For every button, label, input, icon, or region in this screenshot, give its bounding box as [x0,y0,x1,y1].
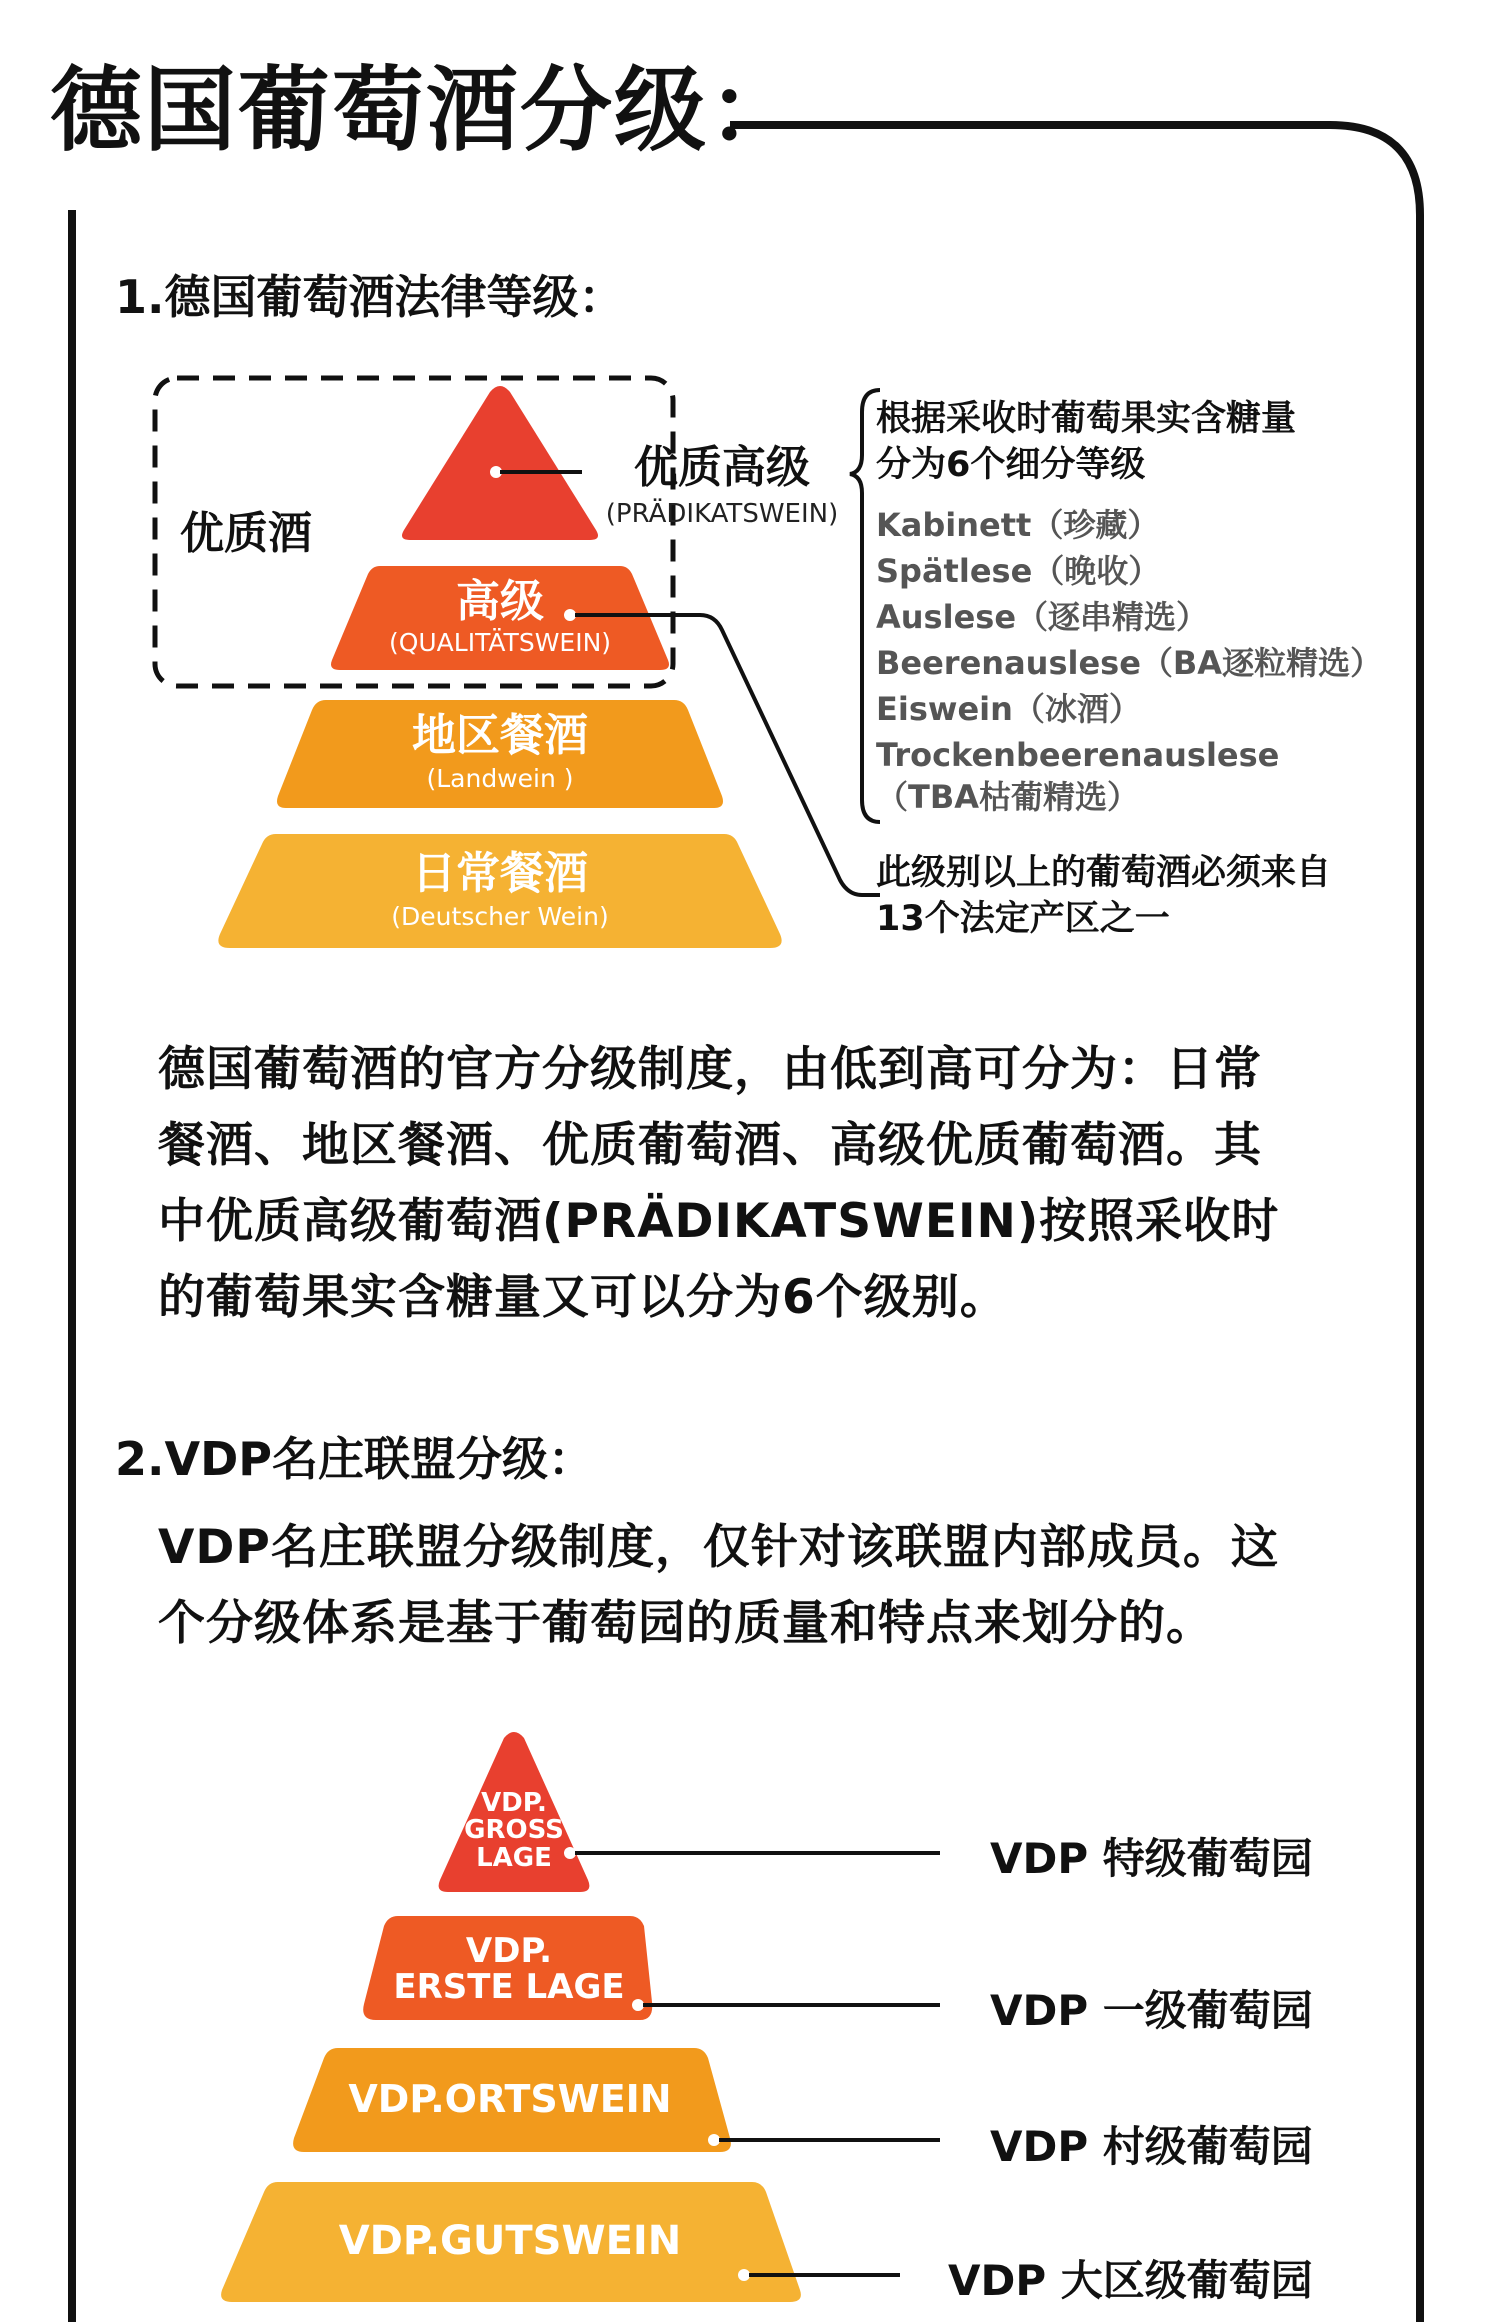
note-line: 13个法定产区之一 [876,899,1170,939]
vdp-erste-lage-text [364,1931,654,2007]
level-name: 日常餐酒 [412,848,588,899]
region-note [876,850,1331,942]
level-sub: (Landwein ) [426,764,574,794]
level-name: 地区餐酒 [412,710,588,761]
pyramid-level-3-text [300,712,700,794]
level-name: 高级 [456,576,544,627]
section1-paragraph [158,1032,1398,1336]
section1-heading: 1.德国葡萄酒法律等级： [115,270,625,324]
paragraph-line: VDP名庄联盟分级制度，仅针对该联盟内部成员。这 [158,1520,1279,1575]
pyramid-level-top [402,386,598,540]
paragraph-line: 中优质高级葡萄酒(PRÄDIKATSWEIN)按照采收时 [158,1194,1280,1249]
vdp-line: ERSTE LAGE [393,1966,625,2007]
paragraph-line: 的葡萄果实含糖量又可以分为6个级别。 [158,1270,1008,1325]
vdp-line: VDP. [481,1788,547,1818]
list-item: Auslese（逐串精选） [876,598,1209,636]
vdp-grosse-lage-text [424,1790,604,1872]
pyramid-level-2-text [340,578,660,658]
paragraph-line: 德国葡萄酒的官方分级制度，由低到高可分为：日常 [158,1042,1262,1097]
section2-heading: 2.VDP名庄联盟分级： [115,1432,594,1486]
vdp-label-ortswein: VDP 村级葡萄园 [990,2122,1313,2171]
vdp-ortswein-text [300,2077,720,2121]
list-item: （TBA枯葡精选） [876,778,1139,816]
vdp-line: VDP. [465,1931,553,1971]
pyramid-level-4-text [260,850,740,932]
vdp-label-grosse-lage: VDP 特级葡萄园 [990,1834,1313,1883]
pradikat-sublevels-list [876,502,1382,816]
note-line: 根据采收时葡萄果实含糖量 [876,399,1297,439]
paragraph-line: 个分级体系是基于葡萄园的质量和特点来划分的。 [158,1596,1214,1651]
level-sub: (Deutscher Wein) [391,902,609,932]
top-level-name: 优质高级 [634,442,810,493]
list-item: Trockenbeerenauslese [876,736,1280,774]
list-item: Beerenauslese（BA逐粒精选） [876,644,1383,682]
vdp-gutswein-text [250,2220,770,2262]
vdp-label-erste-lage: VDP 一级葡萄园 [990,1986,1313,2035]
note-line: 分为6个细分等级 [876,445,1146,485]
top-level-sub: (PRÄDIKATSWEIN) [605,498,839,529]
page-title: 德国葡萄酒分级： [50,57,803,164]
list-item: Spätlese（晚收） [876,552,1161,590]
level-sub: (QUALITÄTSWEIN) [388,628,612,658]
vdp-line: VDP.ORTSWEIN [348,2077,672,2121]
paragraph-line: 餐酒、地区餐酒、优质葡萄酒、高级优质葡萄酒。其 [158,1118,1262,1173]
section2-paragraph [158,1510,1398,1662]
vdp-line: VDP.GUTSWEIN [338,2218,682,2264]
note-line: 此级别以上的葡萄酒必须来自 [876,853,1332,893]
vdp-label-gutswein: VDP 大区级葡萄园 [948,2256,1313,2305]
top-level-label [582,442,862,529]
vdp-line: LAGE [476,1842,552,1873]
list-item: Eiswein（冰酒） [876,690,1141,728]
quality-group-label: 优质酒 [180,508,312,559]
vdp-line: GROSS [464,1815,564,1846]
sugar-content-note [876,396,1296,488]
list-item: Kabinett（珍藏） [876,506,1160,544]
